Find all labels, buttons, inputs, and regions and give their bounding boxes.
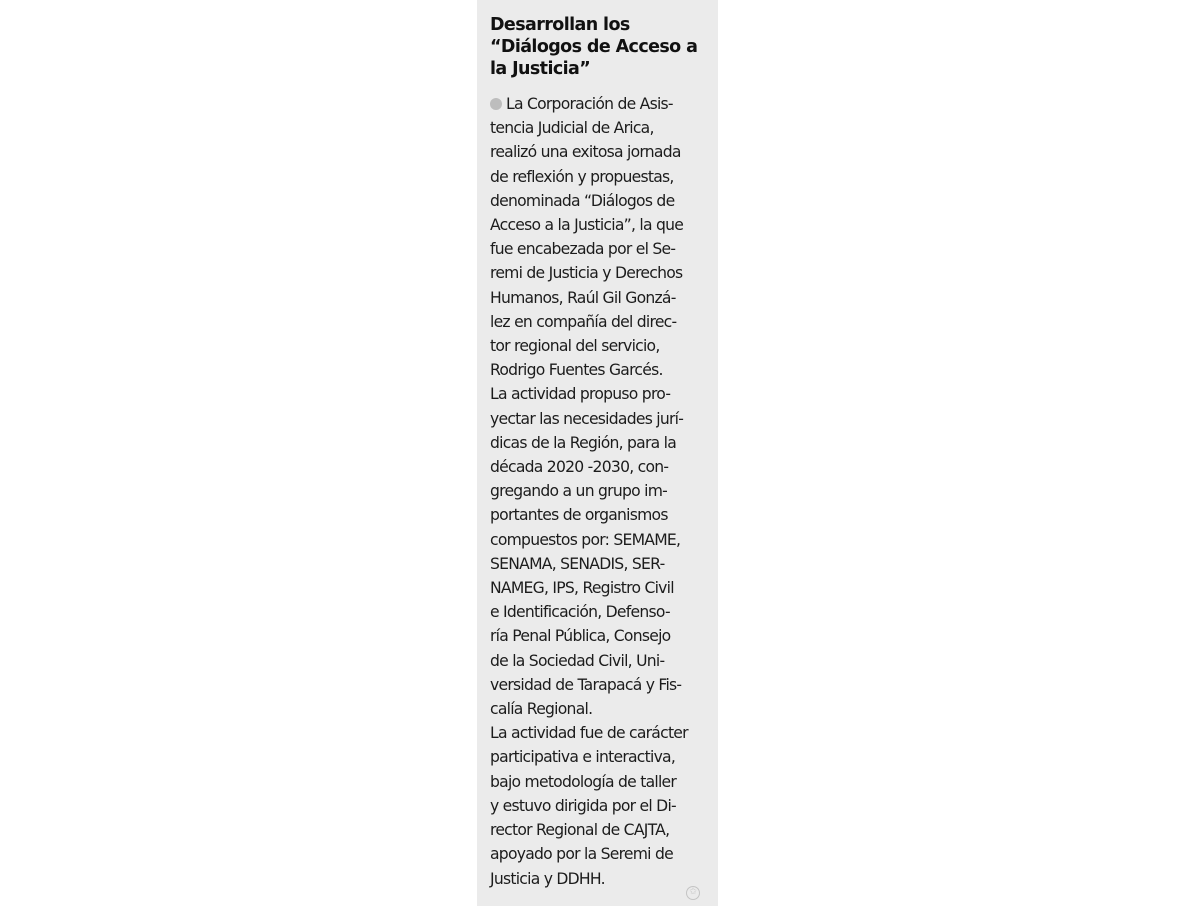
headline-line: la Justicia” — [490, 59, 591, 79]
body-line: dicas de la Región, para la — [490, 433, 677, 452]
body-line: Acceso a la Justicia”, la que — [490, 216, 684, 235]
body-line: y estuvo dirigida por el Di- — [490, 796, 676, 815]
body-line: de la Sociedad Civil, Uni- — [490, 651, 665, 670]
body-line: denominada “Diálogos de — [490, 191, 675, 210]
body-line: portantes de organismos — [490, 506, 668, 525]
body-line: compuestos por: SEMAME, — [490, 530, 681, 549]
article-body — [490, 92, 710, 891]
body-line: participativa e interactiva, — [490, 748, 676, 767]
body-line: tencia Judicial de Arica, — [490, 119, 654, 138]
body-line: La actividad propuso pro- — [490, 385, 671, 404]
body-line: NAMEG, IPS, Registro Civil — [490, 579, 674, 598]
headline-line: “Diálogos de Acceso a — [490, 37, 698, 57]
body-line: de reflexión y propuestas, — [490, 167, 674, 186]
body-line: fue encabezada por el Se- — [490, 240, 676, 259]
body-line: La actividad fue de carácter — [490, 724, 688, 743]
body-line: tor regional del servicio, — [490, 337, 660, 356]
body-line: Humanos, Raúl Gil Gonzá- — [490, 288, 676, 307]
headline — [490, 14, 710, 80]
body-line: lez en compañía del direc- — [490, 312, 677, 331]
body-line: ría Penal Pública, Consejo — [490, 627, 671, 646]
body-line: e Identificación, Defenso- — [490, 603, 670, 622]
end-of-article-star-icon: ✩ — [686, 886, 700, 900]
body-line: calía Regional. — [490, 700, 593, 719]
gray-circle-bullet-icon — [490, 98, 502, 110]
body-line: versidad de Tarapacá y Fis- — [490, 675, 682, 694]
body-line-lead — [490, 92, 710, 116]
body-line: bajo metodología de taller — [490, 772, 677, 791]
body-line: Rodrigo Fuentes Garcés. — [490, 361, 663, 380]
body-line: década 2020 -2030, con- — [490, 458, 669, 477]
body-line: apoyado por la Seremi de — [490, 845, 673, 864]
body-line: SENAMA, SENADIS, SER- — [490, 554, 665, 573]
body-line: remi de Justicia y Derechos — [490, 264, 683, 283]
body-line: rector Regional de CAJTA, — [490, 821, 670, 840]
headline-line: Desarrollan los — [490, 15, 630, 35]
body-line-text: La Corporación de Asis- — [506, 95, 673, 113]
body-line: realizó una exitosa jornada — [490, 143, 681, 162]
news-clipping — [477, 0, 718, 906]
body-line: Justicia y DDHH. — [490, 869, 605, 888]
body-line: yectar las necesidades jurí- — [490, 409, 684, 428]
body-line: gregando a un grupo im- — [490, 482, 668, 501]
